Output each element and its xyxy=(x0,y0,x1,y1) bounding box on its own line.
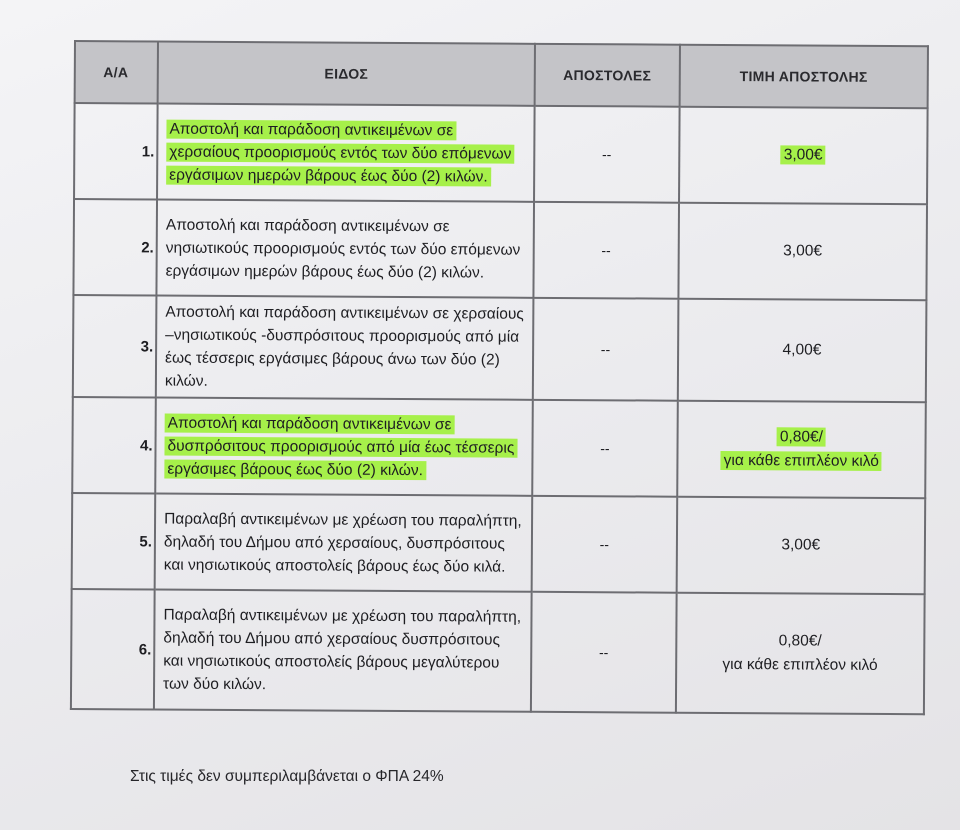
shipments-cell: -- xyxy=(533,202,678,299)
price-cell xyxy=(676,593,925,715)
table-row xyxy=(74,103,928,204)
row-number: 4. xyxy=(72,397,156,494)
item-description-cell xyxy=(154,590,532,712)
row-number: 1. xyxy=(74,103,158,200)
item-description-cell xyxy=(156,296,534,400)
shipments-cell: -- xyxy=(532,400,677,497)
table-row xyxy=(72,493,926,594)
vat-footnote: Στις τιμές δεν συμπεριλαμβάνεται ο ΦΠΑ 24% xyxy=(130,768,444,785)
item-description-cell xyxy=(156,200,534,298)
price-value: 3,00€ xyxy=(781,145,826,164)
price-cell xyxy=(679,107,928,205)
item-description-cell xyxy=(155,494,533,592)
row-number: 6. xyxy=(71,589,155,710)
table-header-row xyxy=(75,41,928,108)
item-description: Αποστολή και παράδοση αντικειμένων σε χερσαίους –νησιωτικούς -δυσπρόσιτους προορισμούς από μία έως τέσσερις εργάσιμες βάρους άνω των δύο (2) κιλών. xyxy=(164,303,524,390)
item-description: Αποστολή και παράδοση αντικειμένων σε νησιωτικούς προορισμούς εντός των δύο επόμενων εργάσιμων ημερών βάρους έως δύο (2) κιλών. xyxy=(165,216,521,282)
header-price: ΤΙΜΗ ΑΠΟΣΤΟΛΗΣ xyxy=(679,45,928,109)
shipments-cell: -- xyxy=(532,496,677,593)
row-number: 2. xyxy=(73,199,157,296)
price-cell xyxy=(678,299,927,403)
header-number: Α/Α xyxy=(75,41,158,104)
item-description: Παραλαβή αντικειμένων με χρέωση του παραλήπτη, δηλαδή του Δήμου από χερσαίους δυσπρόσιτους και νησιωτικούς αποστολείς βάρους μεγαλύτερου των δύο κιλών. xyxy=(163,606,522,694)
item-description-cell xyxy=(157,104,535,202)
item-description: Αποστολή και παράδοση αντικειμένων σε δυσπρόσιτους προορισμούς από μία έως τέσσερις εργάσιμες βάρους έως δύο (2) κιλών. xyxy=(164,413,517,480)
price-value: 0,80€/ xyxy=(777,427,826,446)
shipping-price-table xyxy=(70,40,929,715)
table-row xyxy=(71,589,925,714)
price-value: 3,00€ xyxy=(781,536,821,554)
item-description-cell xyxy=(155,398,533,496)
item-description: Παραλαβή αντικειμένων με χρέωση του παραλήπτη, δηλαδή του Δήμου από χερσαίους, δυσπρόσιτους και νησιωτικούς αποστολείς βάρους έως δύο κιλά. xyxy=(163,510,522,576)
price-unit-note: για κάθε επιπλέον κιλό xyxy=(722,655,878,674)
price-value: 0,80€/ xyxy=(778,632,822,650)
price-cell xyxy=(676,497,925,595)
header-shipments: ΑΠΟΣΤΟΛΕΣ xyxy=(535,44,680,107)
table-row xyxy=(72,397,926,498)
shipments-cell: -- xyxy=(531,592,676,713)
price-cell xyxy=(677,401,926,499)
header-item: ΕΙΔΟΣ xyxy=(158,42,535,106)
price-value: 3,00€ xyxy=(783,242,823,260)
price-value: 4,00€ xyxy=(782,341,822,359)
table-row xyxy=(73,199,927,300)
price-unit-note: για κάθε επιπλέον κιλό xyxy=(721,451,882,471)
shipments-cell: -- xyxy=(534,106,679,203)
table-row xyxy=(73,295,927,402)
row-number: 3. xyxy=(73,295,157,398)
row-number: 5. xyxy=(72,493,156,590)
item-description: Αποστολή και παράδοση αντικειμένων σε χερσαίους προορισμούς εντός των δύο επόμενων εργάσιμων ημερών βάρους έως δύο (2) κιλών. xyxy=(166,119,514,186)
price-cell xyxy=(678,203,927,301)
shipments-cell: -- xyxy=(533,298,678,401)
